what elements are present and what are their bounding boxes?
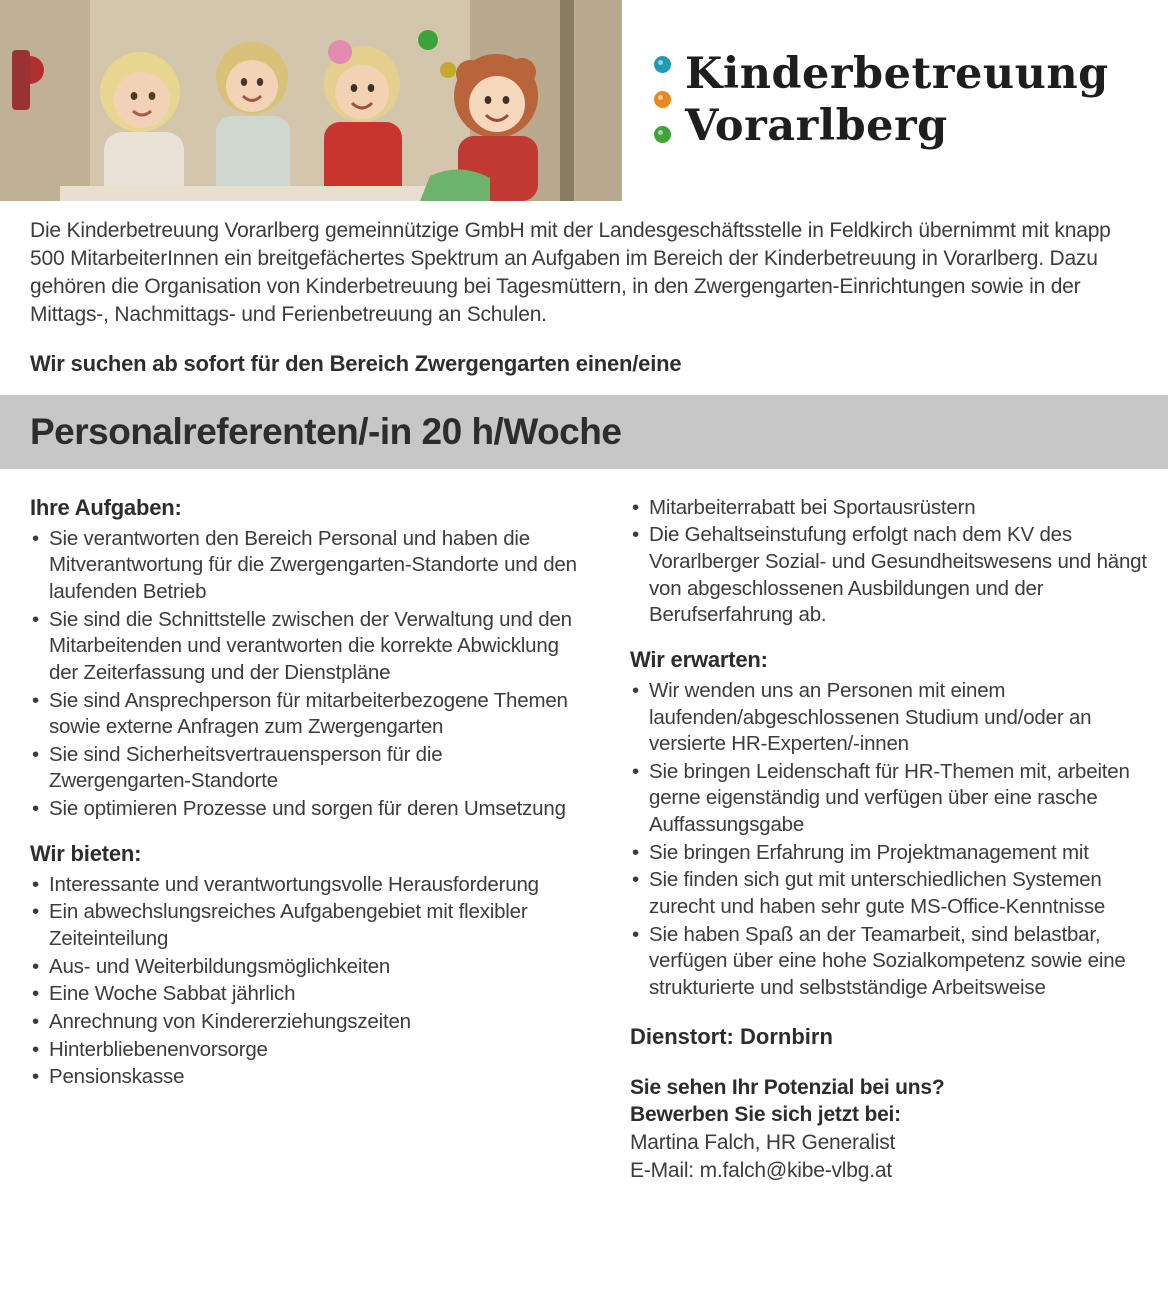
header bbox=[0, 0, 1168, 201]
bullet-item: • Die Gehaltseinstufung erfolgt nach dem KV des Vorarlberger Sozial- und Gesundheitswesens und hängt von abgeschlossenen Ausbildungen und der Berufserfahrung ab. bbox=[630, 522, 1150, 629]
bullet-item: • Pensionskasse bbox=[30, 1064, 582, 1091]
bullet-item: • Sie finden sich gut mit unterschiedlichen Systemen zurecht und haben sehr gute MS-Office-Kenntnisse bbox=[630, 867, 1150, 920]
logo-line2: Vorarlberg bbox=[685, 101, 948, 152]
bullet-item: • Eine Woche Sabbat jährlich bbox=[30, 981, 582, 1008]
bullet-item: • Sie bringen Erfahrung im Projektmanagement mit bbox=[630, 840, 1150, 867]
bullet-item: • Ein abwechslungsreiches Aufgabengebiet mit flexibler Zeiteinteilung bbox=[30, 899, 582, 952]
offer-list bbox=[30, 872, 582, 1091]
search-line: Wir suchen ab sofort für den Bereich Zwergengarten einen/eine bbox=[30, 350, 682, 376]
logo-line1: Kinderbetreuung bbox=[685, 49, 1109, 99]
logo-dot-orange bbox=[654, 91, 671, 108]
contact-email: E-Mail: m.falch@kibe-vlbg.at bbox=[630, 1158, 892, 1182]
offer-list-continued bbox=[630, 495, 1150, 629]
contact-apply-line: Bewerben Sie sich jetzt bei: bbox=[630, 1103, 901, 1127]
bullet-item: • Sie bringen Leidenschaft für HR-Themen mit, arbeiten gerne eigenständig und verfügen über eine rasche Auffassungsgabe bbox=[630, 759, 1150, 839]
logo-wordmark bbox=[685, 48, 1109, 153]
work-location: Dienstort: Dornbirn bbox=[630, 1023, 833, 1049]
bullet-item: • Aus- und Weiterbildungsmöglichkeiten bbox=[30, 954, 582, 981]
company-intro-paragraph: Die Kinderbetreuung Vorarlberg gemeinnützige GmbH mit der Landesgeschäftsstelle in Feldkirch übernimmt mit knapp 500 MitarbeiterInnen ein breitgefächertes Spektrum an Aufgaben im Bereich der Kinderbetreuung in Vorarlberg. Dazu gehören die Organisation von Kinderbetreuung bei Tagesmüttern, in den Zwergengarten-Einrichtungen sowie in der Mittags-, Nachmittags- und Ferienbetreuung an Schulen. bbox=[30, 219, 1111, 326]
expect-list bbox=[630, 678, 1150, 1002]
bullet-item: • Sie sind die Schnittstelle zwischen der Verwaltung und den Mitarbeitenden und verantworten die korrekte Abwicklung der Zeiterfassung und der Dienstpläne bbox=[30, 607, 582, 687]
contact-question: Sie sehen Ihr Potenzial bei uns? bbox=[630, 1075, 945, 1099]
tasks-heading: Ihre Aufgaben: bbox=[30, 494, 182, 520]
contact-person: Martina Falch, HR Generalist bbox=[630, 1131, 896, 1155]
bullet-item: • Interessante und verantwortungsvolle Herausforderung bbox=[30, 872, 582, 899]
children-photo bbox=[0, 0, 622, 201]
bullet-item: • Mitarbeiterrabatt bei Sportausrüstern bbox=[630, 495, 1150, 522]
bullet-item: • Wir wenden uns an Personen mit einem laufenden/abgeschlossenen Studium und/oder an versierte HR-Experten/-innen bbox=[630, 678, 1150, 758]
bullet-item: • Sie haben Spaß an der Teamarbeit, sind belastbar, verfügen über eine hohe Sozialkompetenz sowie eine strukturierte und selbstständige Arbeitsweise bbox=[630, 922, 1150, 1002]
job-title: Personalreferenten/-in 20 h/Woche bbox=[30, 410, 622, 452]
left-column bbox=[30, 495, 582, 1185]
bullet-item: • Sie optimieren Prozesse und sorgen für deren Umsetzung bbox=[30, 796, 582, 823]
bullet-item: • Sie sind Sicherheitsvertrauensperson für die Zwergengarten-Standorte bbox=[30, 742, 582, 795]
content-columns bbox=[0, 469, 1168, 1185]
children-photo-illustration bbox=[0, 0, 622, 201]
expect-heading: Wir erwarten: bbox=[630, 646, 768, 672]
offer-heading: Wir bieten: bbox=[30, 840, 142, 866]
logo bbox=[622, 0, 1168, 201]
job-title-banner bbox=[0, 395, 1168, 469]
bullet-item: • Anrechnung von Kindererziehungszeiten bbox=[30, 1009, 582, 1036]
tasks-list bbox=[30, 526, 582, 823]
logo-dots bbox=[654, 48, 685, 153]
bullet-item: • Sie sind Ansprechperson für mitarbeiterbezogene Themen sowie externe Anfragen zum Zwergengarten bbox=[30, 688, 582, 741]
logo-dot-teal bbox=[654, 56, 671, 73]
bullet-item: • Sie verantworten den Bereich Personal und haben die Mitverantwortung für die Zwergengarten-Standorte und den laufenden Betrieb bbox=[30, 526, 582, 606]
right-column bbox=[630, 495, 1150, 1185]
logo-dot-green bbox=[654, 126, 671, 143]
contact-block bbox=[630, 1074, 1150, 1185]
bullet-item: • Hinterbliebenenvorsorge bbox=[30, 1037, 582, 1064]
